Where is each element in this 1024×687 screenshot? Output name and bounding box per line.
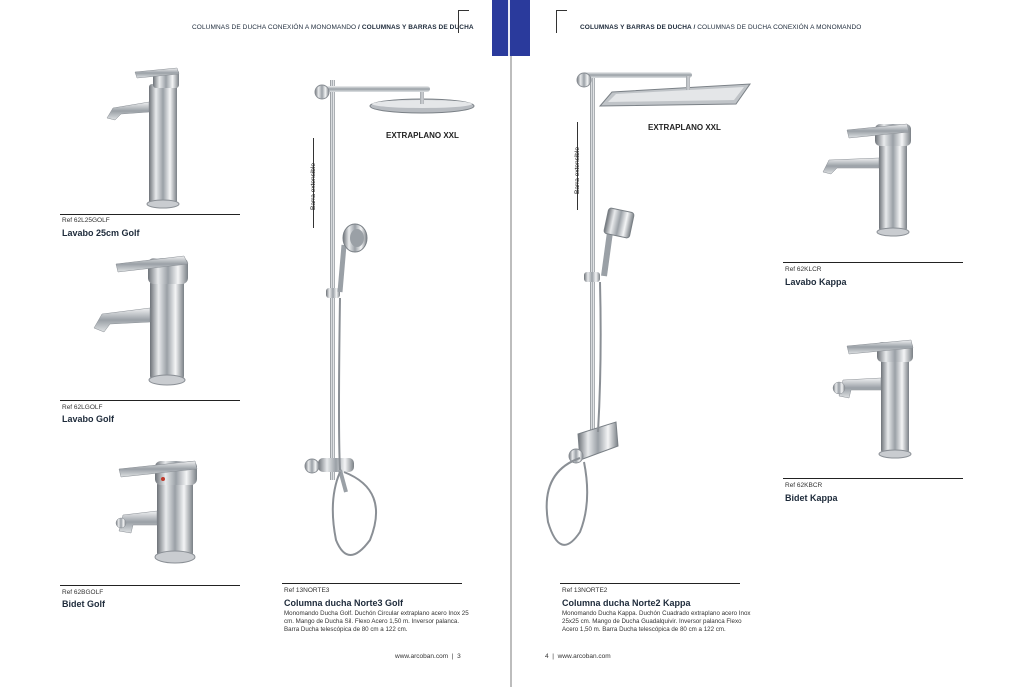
section-tab — [492, 0, 530, 56]
left-footer — [395, 653, 461, 660]
left-corner-mark — [458, 10, 469, 33]
shower-column-norte2-image — [540, 62, 760, 562]
left-footer-sep: | — [451, 653, 454, 660]
name-lavabo-25cm-golf: Lavabo 25cm Golf — [62, 228, 140, 238]
right-footer-url: www.arcoban.com — [557, 653, 611, 660]
right-footer — [545, 653, 611, 660]
rule-13norte3 — [282, 583, 462, 584]
name-bidet-golf: Bidet Golf — [62, 599, 105, 609]
extraplano-label-left: EXTRAPLANO XXL — [386, 131, 459, 140]
right-header-sep: / — [691, 24, 698, 31]
bidet-kappa-image — [825, 330, 935, 465]
shower-column-norte3-image — [300, 70, 490, 570]
bidet-golf-image — [105, 455, 205, 575]
lavabo-kappa-image — [805, 110, 935, 245]
barra-label-left: Barra extensible — [310, 163, 317, 210]
name-lavabo-golf: Lavabo Golf — [62, 414, 115, 424]
left-footer-url: www.arcoban.com — [395, 653, 449, 660]
right-footer-sep: | — [552, 653, 554, 660]
desc-columna-norte2: Monomando Ducha Kappa. Duchón Cuadrado extraplano acero Inox 25x25 cm. Mango de Ducha Guadalquivir. Inversor palanca Flexo Acero 1,50 m. Barra Ducha telescópica de 80 cm a 122 cm. — [562, 610, 751, 633]
rule-62bgolf — [60, 585, 240, 586]
right-header-part2: COLUMNAS DE DUCHA CONEXIÓN A MONOMANDO — [697, 24, 862, 31]
right-footer-page: 4 — [545, 653, 549, 660]
left-header-part1: COLUMNAS DE DUCHA CONEXIÓN A MONOMANDO — [192, 24, 357, 31]
name-lavabo-kappa: Lavabo Kappa — [785, 277, 847, 287]
name-columna-norte3-golf: Columna ducha Norte3 Golf — [284, 598, 404, 608]
rule-62lgolf — [60, 400, 240, 401]
faucet-tall-image — [95, 62, 195, 212]
left-header — [192, 24, 474, 31]
left-header-part2: COLUMNAS Y BARRAS DE DUCHA — [361, 24, 474, 31]
ref-62lgolf: Ref 62LGOLF — [62, 404, 103, 411]
left-header-sep: / — [356, 24, 362, 31]
right-corner-mark — [556, 10, 567, 33]
right-header — [580, 24, 861, 31]
right-header-part1: COLUMNAS Y BARRAS DE DUCHA — [580, 24, 692, 31]
section-tab-divider — [508, 0, 510, 56]
extraplano-label-right: EXTRAPLANO XXL — [648, 123, 721, 132]
ref-13norte2: Ref 13NORTE2 — [562, 587, 608, 594]
ref-13norte3: Ref 13NORTE3 — [284, 587, 330, 594]
left-footer-page: 3 — [457, 653, 461, 660]
rule-62kbcr — [783, 478, 963, 479]
ref-62bgolf: Ref 62BGOLF — [62, 589, 104, 596]
rule-13norte2 — [560, 583, 740, 584]
ref-62l25golf: Ref 62L25GOLF — [62, 217, 110, 224]
rule-62klcr — [783, 262, 963, 263]
page-spine — [510, 0, 512, 687]
desc-columna-norte3: Monomando Ducha Golf. Duchón Circular extraplano acero Inox 25 cm. Mango de Ducha Sil. Flexo Acero 1,50 m. Inversor palanca. Barra Ducha telescópica de 80 cm a 122 cm. — [284, 610, 469, 633]
rule-62l25golf — [60, 214, 240, 215]
ref-62kbcr: Ref 62KBCR — [785, 482, 823, 489]
ref-62klcr: Ref 62KLCR — [785, 266, 822, 273]
name-columna-norte2-kappa: Columna ducha Norte2 Kappa — [562, 598, 691, 608]
barra-label-right: Barra extensible — [574, 147, 581, 194]
name-bidet-kappa: Bidet Kappa — [785, 493, 838, 503]
faucet-basin-image — [88, 250, 203, 390]
